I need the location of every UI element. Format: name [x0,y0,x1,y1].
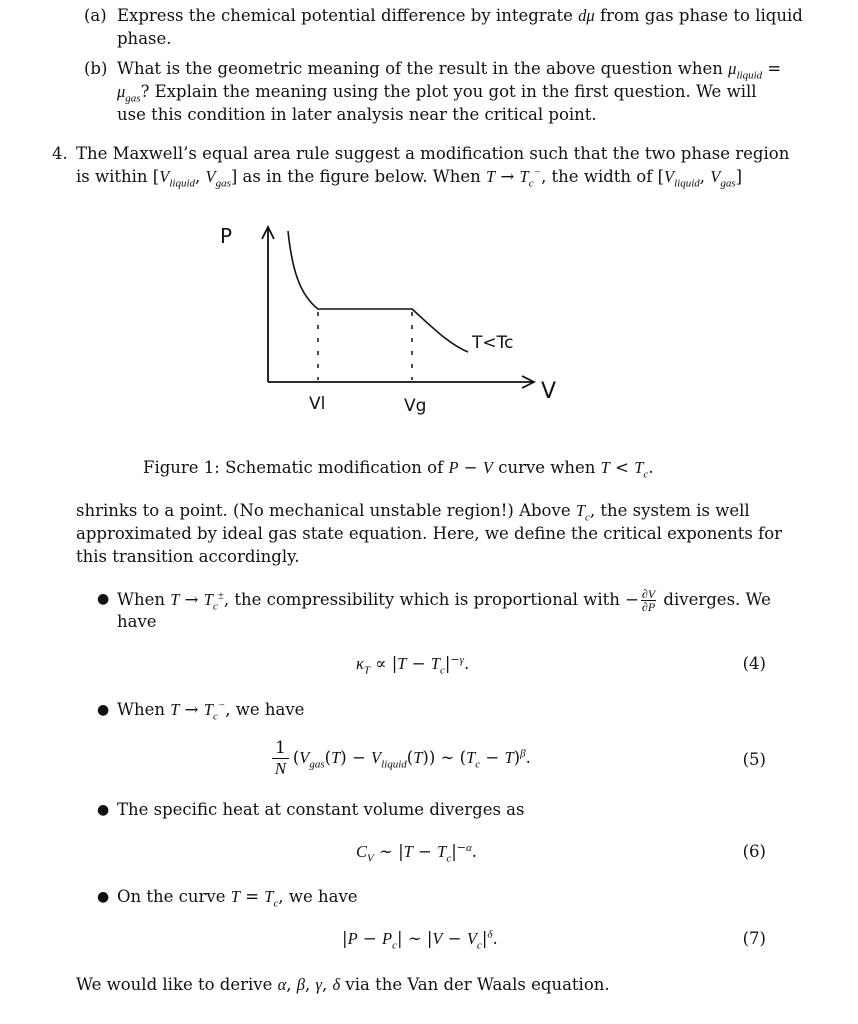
bullet-4-line-1: On the curve $T = T_c$, we have [117,887,358,910]
figure-caption: Figure 1: Schematic modification of P − V curve when $T < T_c$. [143,458,654,481]
vg-tick-label: Vg [404,396,427,416]
closing-line: We would like to derive α, β, γ, δ via the Van der Waals equation. [76,975,610,994]
equation-5-number: (5) [742,750,766,769]
paragraph-line-2: approximated by ideal gas state equation. Here, we define the critical exponents for [76,524,783,543]
bullet-2-line-1: When $T \to T_c^-$, we have [117,699,305,723]
vl-tick-label: Vl [309,394,326,414]
y-axis [262,227,274,382]
equation-6: $C_V$ ∼ $|T - T_c|^{-\alpha}$. [356,840,478,865]
bullet-1-line-2: have [117,612,157,631]
curve-label: T<Tc [472,333,514,353]
bullet-3-marker: ● [97,802,110,818]
equation-4: $\kappa_T \propto |T - T_c|^{-\gamma}$. [356,652,470,677]
part-b-line-2: $\mu_{gas}$? Explain the meaning using the plot you got in the first question. We will [117,82,757,105]
bullet-1-marker: ● [97,591,110,607]
pv-curve [288,231,468,352]
part-b-line-1: What is the geometric meaning of the result in the above question when $\mu_{liquid}$ = [117,59,782,82]
bullet-1-line-1: When $T \to T_c^\pm$, the compressibility which is proportional with − $\frac{\partial V}{\partial P}$ diverges. We [117,587,771,614]
bullet-4-marker: ● [97,889,110,905]
equation-7: $|P - P_c|$ ∼ $|V - V_c|^\delta$. [342,928,498,952]
part-a-label: (a) [84,6,107,25]
equation-5: $\frac{1}{N}$ $(V_{gas}(T) - V_{liquid}(T))$ ∼ $(T_c - T)^\beta$. [272,736,531,780]
equation-7-number: (7) [742,929,766,948]
item-4-line-1: The Maxwell’s equal area rule suggest a modification such that the two phase region [76,144,790,163]
item-4-label: 4. [52,144,68,163]
part-b-line-3: use this condition in later analysis near the critical point. [117,105,597,124]
part-a-line-2: phase. [117,29,172,48]
part-a-line-1: Express the chemical potential difference by integrate dμ from gas phase to liquid [117,6,803,25]
item-4-line-2: is within [$V_{liquid}$, $V_{gas}$] as in the figure below. When $T \to T_c^-$, the width of [$V_{liquid}$, $V_{gas}$] [76,166,743,190]
equation-4-number: (4) [742,654,766,673]
bullet-3-line-1: The specific heat at constant volume diverges as [117,800,525,819]
paragraph-line-1: shrinks to a point. (No mechanical unstable region!) Above $T_c$, the system is well [76,501,750,524]
y-axis-label: P [220,224,233,248]
equation-6-number: (6) [742,842,766,861]
paragraph-line-3: this transition accordingly. [76,547,300,566]
pv-diagram [200,215,580,430]
part-b-label: (b) [84,59,108,78]
bullet-2-marker: ● [97,702,110,718]
x-axis [268,376,534,388]
x-axis-label: V [541,379,557,404]
